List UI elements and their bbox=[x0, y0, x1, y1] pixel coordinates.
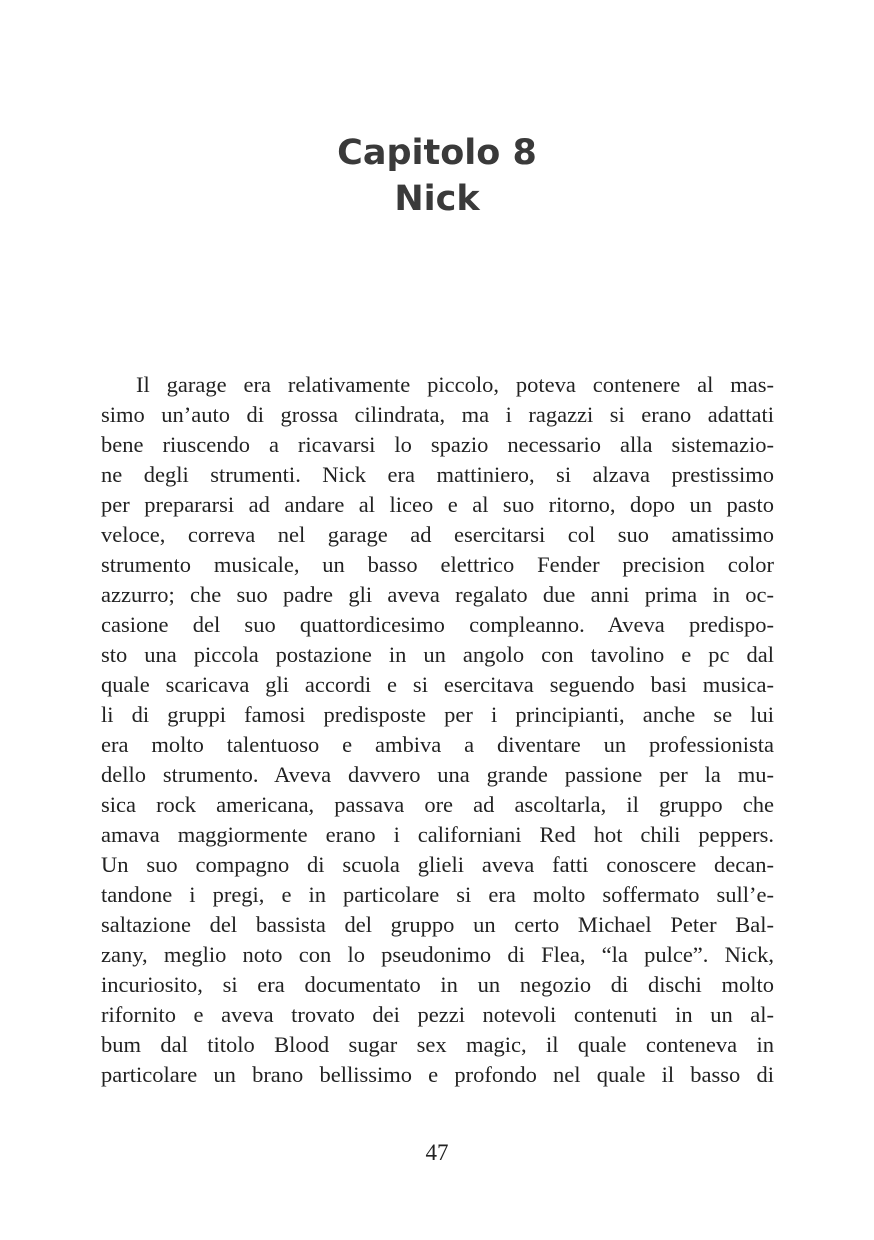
text-line: dello strumento. Aveva davvero una grande passione per la mu- bbox=[101, 762, 774, 787]
chapter-number: Capitolo 8 bbox=[337, 133, 537, 173]
text-line: veloce, correva nel garage ad esercitarsi col suo amatissimo bbox=[101, 522, 774, 547]
text-line: particolare un brano bellissimo e profondo nel quale il basso di bbox=[101, 1062, 774, 1087]
text-line: incuriosito, si era documentato in un negozio di dischi molto bbox=[101, 972, 774, 997]
text-line: era molto talentuoso e ambiva a diventare un professionista bbox=[101, 732, 774, 757]
text-line: rifornito e aveva trovato dei pezzi notevoli contenuti in un al- bbox=[101, 1002, 774, 1027]
text-line: ne degli strumenti. Nick era mattiniero, si alzava prestissimo bbox=[101, 462, 774, 487]
text-line: tandone i pregi, e in particolare si era molto soffermato sull’e- bbox=[101, 882, 774, 907]
text-line: quale scaricava gli accordi e si esercitava seguendo basi musica- bbox=[101, 672, 774, 697]
text-line: saltazione del bassista del gruppo un certo Michael Peter Bal- bbox=[101, 912, 774, 937]
text-line: strumento musicale, un basso elettrico Fender precision color bbox=[101, 552, 774, 577]
text-line: zany, meglio noto con lo pseudonimo di Flea, “la pulce”. Nick, bbox=[101, 942, 774, 967]
text-line: azzurro; che suo padre gli aveva regalato due anni prima in oc- bbox=[101, 582, 774, 607]
text-line: Un suo compagno di scuola glieli aveva fatti conoscere decan- bbox=[101, 852, 774, 877]
text-line: casione del suo quattordicesimo compleanno. Aveva predispo- bbox=[101, 612, 774, 637]
page-number: 47 bbox=[425, 1140, 449, 1165]
text-line: per prepararsi ad andare al liceo e al suo ritorno, dopo un pasto bbox=[101, 492, 774, 517]
text-line: bene riuscendo a ricavarsi lo spazio necessario alla sistemazio- bbox=[101, 432, 774, 457]
text-line: amava maggiormente erano i californiani Red hot chili peppers. bbox=[101, 822, 774, 847]
text-line: Il garage era relativamente piccolo, poteva contenere al mas- bbox=[136, 372, 774, 397]
text-line: sica rock americana, passava ore ad ascoltarla, il gruppo che bbox=[101, 792, 774, 817]
text-line: simo un’auto di grossa cilindrata, ma i ragazzi si erano adattati bbox=[101, 402, 774, 427]
chapter-title: Nick bbox=[394, 179, 480, 219]
text-line: sto una piccola postazione in un angolo con tavolino e pc dal bbox=[101, 642, 774, 667]
text-line: li di gruppi famosi predisposte per i principianti, anche se lui bbox=[101, 702, 774, 727]
chapter-heading bbox=[0, 130, 874, 222]
text-line: bum dal titolo Blood sugar sex magic, il quale conteneva in bbox=[101, 1032, 774, 1057]
body-paragraph bbox=[101, 370, 774, 1090]
